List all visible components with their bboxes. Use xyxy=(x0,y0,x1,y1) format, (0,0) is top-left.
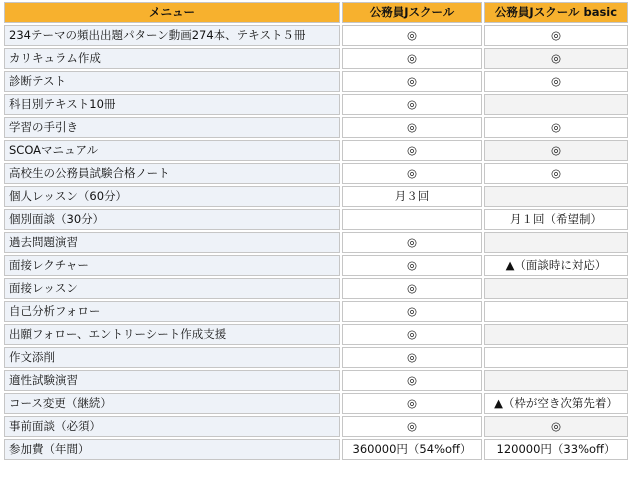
row-menu-label: 個別面談（30分） xyxy=(4,209,340,230)
plan-b-value: ◎ xyxy=(484,117,628,138)
header-plan-a: 公務員Jスクール xyxy=(342,2,482,23)
plan-b-value: ◎ xyxy=(484,163,628,184)
plan-a-value: ◎ xyxy=(342,48,482,69)
plan-b-value xyxy=(484,347,628,368)
plan-b-value: 120000円（33%off） xyxy=(484,439,628,460)
table-row xyxy=(4,25,628,46)
table-row xyxy=(4,186,628,207)
plan-a-value: ◎ xyxy=(342,347,482,368)
table-row xyxy=(4,324,628,345)
row-menu-label: 学習の手引き xyxy=(4,117,340,138)
table-row xyxy=(4,232,628,253)
table-row xyxy=(4,347,628,368)
plan-b-value xyxy=(484,370,628,391)
table-row xyxy=(4,393,628,414)
table-row xyxy=(4,301,628,322)
plan-a-value xyxy=(342,209,482,230)
row-menu-label: 参加費（年間） xyxy=(4,439,340,460)
row-menu-label: 面接レクチャー xyxy=(4,255,340,276)
plan-b-value xyxy=(484,232,628,253)
plan-a-value: ◎ xyxy=(342,301,482,322)
header-menu: メニュー xyxy=(4,2,340,23)
header-row xyxy=(4,2,628,23)
plan-a-value: ◎ xyxy=(342,393,482,414)
row-menu-label: 作文添削 xyxy=(4,347,340,368)
table-row xyxy=(4,370,628,391)
table-row xyxy=(4,209,628,230)
plan-b-value: ◎ xyxy=(484,140,628,161)
table-row xyxy=(4,255,628,276)
plan-a-value: 360000円（54%off） xyxy=(342,439,482,460)
plan-b-value: ▲（枠が空き次第先着） xyxy=(484,393,628,414)
plan-b-value xyxy=(484,186,628,207)
header-plan-b: 公務員Jスクール basic xyxy=(484,2,628,23)
table-row xyxy=(4,416,628,437)
plan-a-value: ◎ xyxy=(342,140,482,161)
row-menu-label: 面接レッスン xyxy=(4,278,340,299)
plan-b-value: ▲（面談時に対応） xyxy=(484,255,628,276)
plan-a-value: ◎ xyxy=(342,163,482,184)
plan-a-value: ◎ xyxy=(342,416,482,437)
plan-b-value: ◎ xyxy=(484,71,628,92)
plan-a-value: ◎ xyxy=(342,117,482,138)
plan-b-value: ◎ xyxy=(484,25,628,46)
table-row xyxy=(4,439,628,460)
row-menu-label: SCOAマニュアル xyxy=(4,140,340,161)
plan-a-value: ◎ xyxy=(342,25,482,46)
row-menu-label: カリキュラム作成 xyxy=(4,48,340,69)
plan-b-value: 月１回（希望制） xyxy=(484,209,628,230)
plan-a-value: ◎ xyxy=(342,278,482,299)
table-row xyxy=(4,117,628,138)
plan-a-value: ◎ xyxy=(342,370,482,391)
row-menu-label: 科目別テキスト10冊 xyxy=(4,94,340,115)
plan-b-value: ◎ xyxy=(484,416,628,437)
row-menu-label: 出願フォロー、エントリーシート作成支援 xyxy=(4,324,340,345)
plan-b-value xyxy=(484,324,628,345)
comparison-table xyxy=(2,0,630,462)
table-row xyxy=(4,48,628,69)
plan-a-value: ◎ xyxy=(342,94,482,115)
plan-a-value: ◎ xyxy=(342,232,482,253)
plan-b-value xyxy=(484,278,628,299)
table-row xyxy=(4,94,628,115)
row-menu-label: 自己分析フォロー xyxy=(4,301,340,322)
table-row xyxy=(4,278,628,299)
row-menu-label: 高校生の公務員試験合格ノート xyxy=(4,163,340,184)
plan-a-value: ◎ xyxy=(342,324,482,345)
plan-b-value xyxy=(484,94,628,115)
table-row xyxy=(4,163,628,184)
row-menu-label: コース変更（継続） xyxy=(4,393,340,414)
row-menu-label: 個人レッスン（60分） xyxy=(4,186,340,207)
row-menu-label: 適性試験演習 xyxy=(4,370,340,391)
row-menu-label: 過去問題演習 xyxy=(4,232,340,253)
row-menu-label: 事前面談（必須） xyxy=(4,416,340,437)
row-menu-label: 診断テスト xyxy=(4,71,340,92)
plan-a-value: ◎ xyxy=(342,71,482,92)
plan-a-value: 月３回 xyxy=(342,186,482,207)
plan-b-value: ◎ xyxy=(484,48,628,69)
row-menu-label: 234テーマの頻出出題パターン動画274本、テキスト５冊 xyxy=(4,25,340,46)
table-row xyxy=(4,71,628,92)
plan-b-value xyxy=(484,301,628,322)
plan-a-value: ◎ xyxy=(342,255,482,276)
table-row xyxy=(4,140,628,161)
